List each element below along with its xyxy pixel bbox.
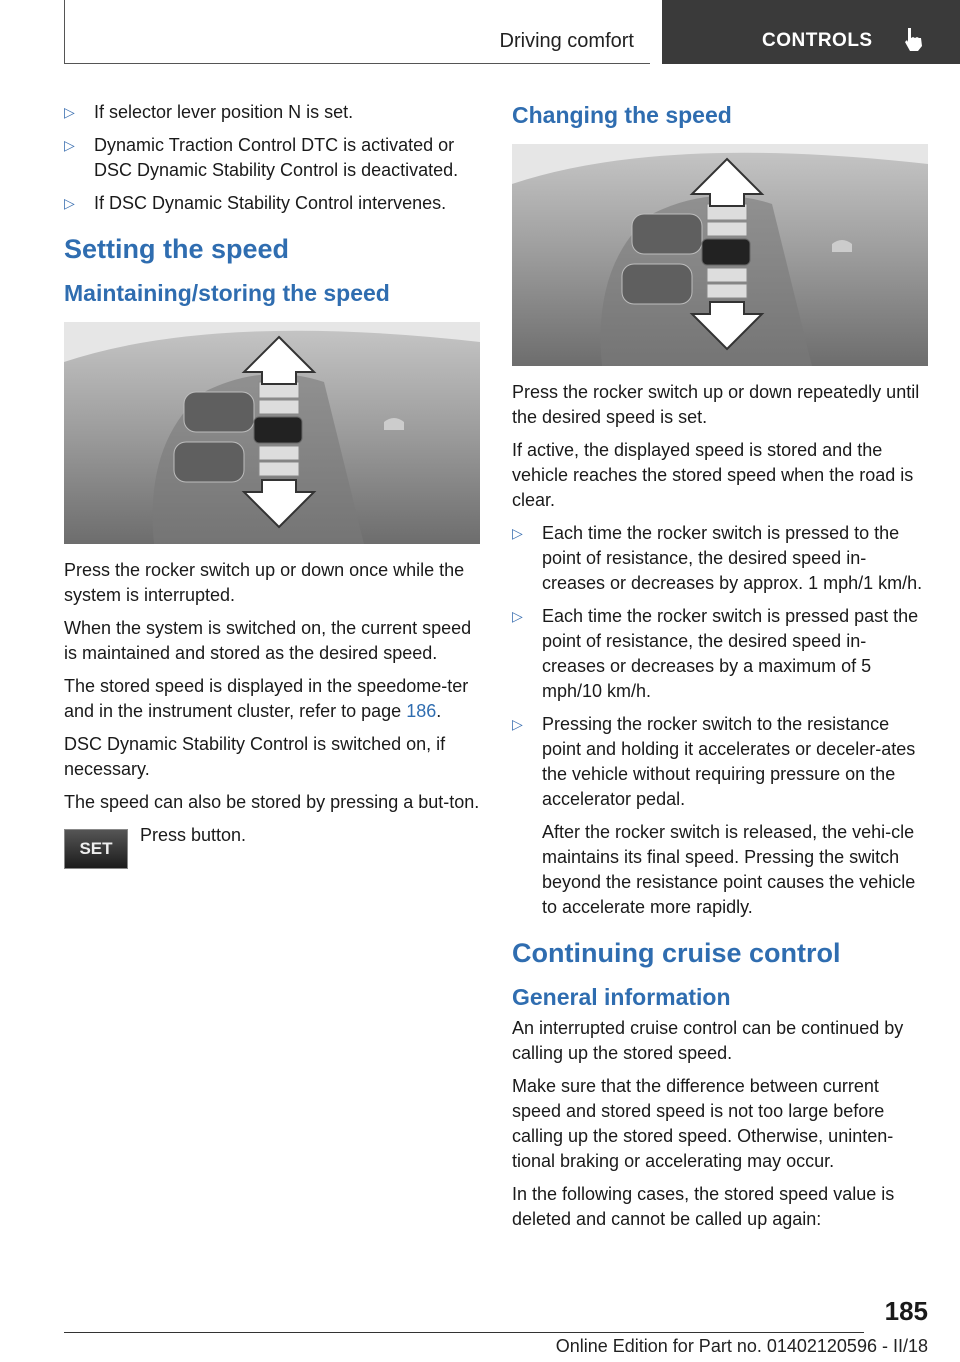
- paragraph: In the following cases, the stored speed value is deleted and cannot be called up again:: [512, 1184, 895, 1229]
- triangle-bullet-icon: ▷: [512, 525, 523, 541]
- heading-maintaining-speed: Maintaining/storing the speed: [64, 280, 390, 306]
- list-item: ▷ Each time the rocker switch is pressed to the point of resistance, the desired speed in-creases or decreases by approx. 1 mph/1 km/h.: [512, 523, 923, 593]
- rocker-switch-illustration: [512, 144, 928, 366]
- paragraph: The speed can also be stored by pressing a but-ton.: [64, 792, 480, 812]
- triangle-bullet-icon: ▷: [64, 104, 75, 120]
- paragraph: Press the rocker switch up or down repeatedly until the desired speed is set.: [512, 382, 920, 427]
- right-column: [512, 100, 928, 1240]
- list-item-continuation: After the rocker switch is released, the vehi-cle maintains its final speed. Pressing the switch beyond the resistance point causes the vehicle to accelerate more rapidly.: [542, 822, 916, 917]
- triangle-bullet-icon: ▷: [64, 195, 75, 211]
- page-number: 185: [884, 1296, 928, 1326]
- paragraph: Make sure that the difference between current speed and stored speed is not too large before calling up the stored speed. Otherwise, uninten-tional braking or accelerating may occur.: [512, 1076, 894, 1171]
- set-button-caption: Press button.: [140, 825, 247, 845]
- edition-note: Online Edition for Part no. 01402120596 - II/18: [555, 1336, 928, 1356]
- paragraph: An interrupted cruise control can be continued by calling up the stored speed.: [512, 1018, 904, 1063]
- controls-tab-label: CONTROLS: [762, 30, 873, 51]
- steering-wheel-photo: [512, 144, 928, 366]
- triangle-bullet-icon: ▷: [512, 716, 523, 732]
- heading-continuing-cruise: Continuing cruise control: [512, 938, 841, 968]
- paragraph: The stored speed is displayed in the speedome-ter and in the instrument cluster, refer to page 186.: [64, 676, 469, 721]
- list-item: ▷ If selector lever position N is set.: [64, 100, 480, 125]
- rocker-switch-illustration: [64, 322, 480, 544]
- list-item: ▷ If DSC Dynamic Stability Control intervenes.: [64, 191, 480, 216]
- list-item: ▷ Dynamic Traction Control DTC is activated or DSC Dynamic Stability Control is deactivated.: [64, 135, 459, 180]
- list-item: ▷ Pressing the rocker switch to the resistance point and holding it accelerates or deceler-ates the vehicle without requiring pressure on the accelerator pedal.: [512, 714, 916, 809]
- triangle-bullet-icon: ▷: [512, 608, 523, 624]
- section-title: Driving comfort: [499, 30, 634, 52]
- paragraph: When the system is switched on, the current speed is maintained and stored as the desired speed.: [64, 618, 472, 663]
- heading-general-information: General information: [512, 984, 731, 1010]
- controls-tab[interactable]: [662, 0, 960, 64]
- paragraph: DSC Dynamic Stability Control is switched on, if necessary.: [64, 734, 446, 779]
- page-link[interactable]: 186: [406, 701, 437, 721]
- set-button[interactable]: SET: [64, 829, 128, 869]
- heading-changing-speed: Changing the speed: [512, 102, 732, 128]
- footer-divider: [64, 1332, 864, 1333]
- left-column: [64, 100, 480, 873]
- triangle-bullet-icon: ▷: [64, 137, 75, 153]
- paragraph: If active, the displayed speed is stored and the vehicle reaches the stored speed when the road is clear.: [512, 440, 914, 510]
- list-item: ▷ Each time the rocker switch is pressed past the point of resistance, the desired speed in-creases or decreases by a maximum of 5 mph/10 km/h.: [512, 606, 919, 701]
- set-button-row: [64, 823, 480, 873]
- paragraph: Press the rocker switch up or down once while the system is interrupted.: [64, 560, 465, 605]
- hand-pointer-icon: [902, 26, 924, 52]
- steering-wheel-photo: [64, 322, 480, 544]
- heading-setting-speed: Setting the speed: [64, 234, 290, 264]
